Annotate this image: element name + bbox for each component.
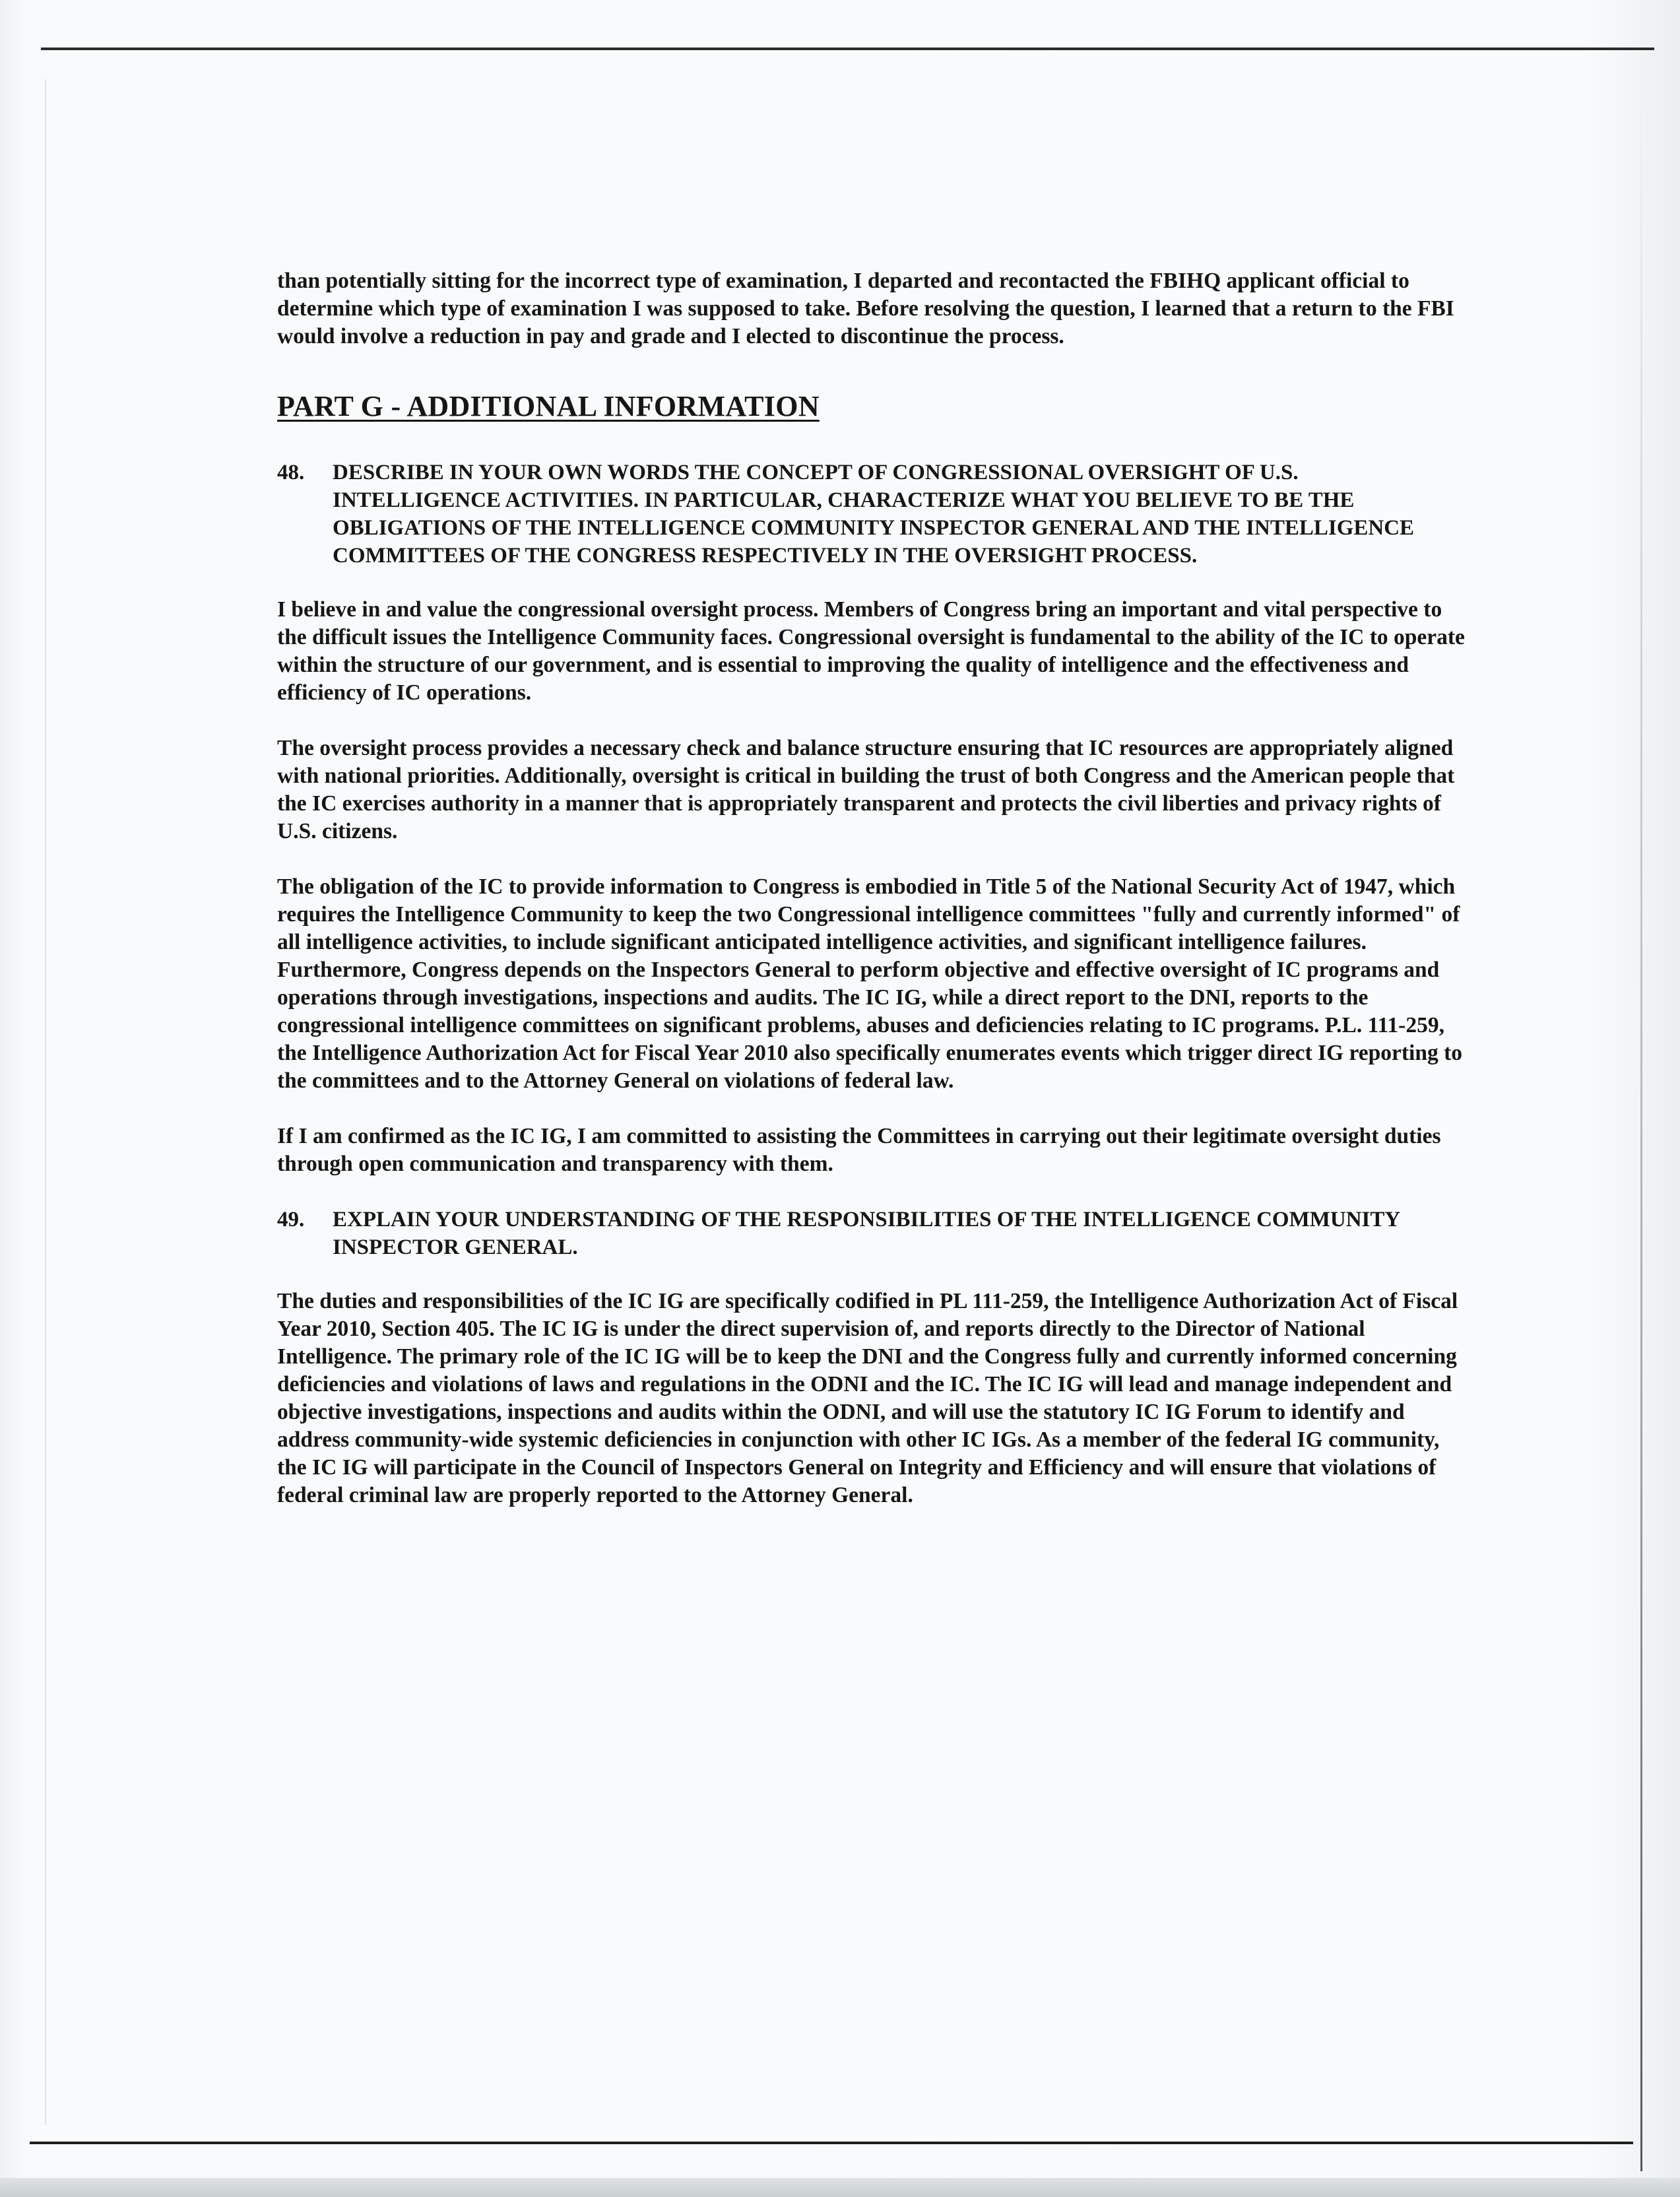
answer-paragraph: The obligation of the IC to provide information to Congress is embodied in Title 5 of the National Security Act of 1947, which requires the Intelligence Community to keep the two Congressional intelligence committees "fully and currently informed" of all intelligence activities, to include significant anticipated intelligence activities, and significant intelligence failures. Furthermore, Congress depends on the Inspectors General to perform objective and effective oversight of IC programs and operations through investigations, inspections and audits. The IC IG, while a direct report to the DNI, reports to the congressional intelligence committees on significant problems, abuses and deficiencies relating to IC programs. P.L. 111-259, the Intelligence Authorization Act for Fiscal Year 2010 also specifically enumerates events which trigger direct IG reporting to the committees and to the Attorney General on violations of federal law.: [277, 874, 1462, 1093]
bottom-rule: [30, 2142, 1633, 2144]
section-heading: PART G - ADDITIONAL INFORMATION: [277, 390, 820, 422]
answer-paragraph: The oversight process provides a necessary check and balance structure ensuring that IC resources are appropriately aligned with national priorities. Additionally, oversight is critical in building the trust of both Congress and the American people that the IC exercises authority in a manner that is appropriately transparent and protects the civil liberties and privacy rights of U.S. citizens.: [277, 736, 1455, 843]
question-49: [277, 1206, 1471, 1261]
answer-paragraph: I believe in and value the congressional oversight process. Members of Congress bring an important and vital perspective to the difficult issues the Intelligence Community faces. Congressional oversight is fundamental to the ability of the IC to operate within the structure of our government, and is essential to improving the quality of intelligence and the effectiveness and efficiency of IC operations.: [277, 597, 1465, 705]
top-rule: [41, 48, 1654, 50]
question-number: 48.: [277, 461, 305, 484]
answer-paragraph: The duties and responsibilities of the IC IG are specifically codified in PL 111-259, the Intelligence Authorization Act of Fiscal Year 2010, Section 405. The IC IG is under the direct supervision of, and reports directly to the Director of National Intelligence. The primary role of the IC IG will be to keep the DNI and the Congress fully and currently informed concerning deficiencies and violations of laws and regulations in the ODNI and the IC. The IC IG will lead and manage independent and objective investigations, inspections and audits within the ODNI, and will use the statutory IC IG Forum to identify and address community-wide systemic deficiencies in conjunction with other IC IGs. As a member of the federal IG community, the IC IG will participate in the Council of Inspectors General on Integrity and Efficiency and will ensure that violations of federal criminal law are properly reported to the Attorney General.: [277, 1289, 1458, 1507]
question-48: [277, 459, 1471, 570]
answer-paragraph: If I am confirmed as the IC IG, I am committed to assisting the Committees in carrying out their legitimate oversight duties through open communication and transparency with them.: [277, 1124, 1441, 1176]
question-text: DESCRIBE IN YOUR OWN WORDS THE CONCEPT OF CONGRESSIONAL OVERSIGHT OF U.S. INTELLIGENCE ACTIVITIES. IN PARTICULAR, CHARACTERIZE WHAT YOU BELIEVE TO BE THE OBLIGATIONS OF THE INTELLIGENCE COMMUNITY INSPECTOR GENERAL AND THE INTELLIGENCE COMMITTEES OF THE CONGRESS RESPECTIVELY IN THE OVERSIGHT PROCESS.: [333, 461, 1415, 568]
intro-paragraph: than potentially sitting for the incorrect type of examination, I departed and recontacted the FBIHQ applicant official to determine which type of examination I was supposed to take. Before resolving the question, I learned that a return to the FBI would involve a reduction in pay and grade and I elected to discontinue the process.: [277, 269, 1454, 348]
document-body: [277, 267, 1471, 1537]
question-text: EXPLAIN YOUR UNDERSTANDING OF THE RESPONSIBILITIES OF THE INTELLIGENCE COMMUNITY INSPECTOR GENERAL.: [333, 1208, 1400, 1259]
question-number: 49.: [277, 1208, 305, 1231]
scan-bottom-band: [0, 2178, 1680, 2197]
scan-edge-left: [45, 79, 46, 2125]
scan-edge-right: [1640, 79, 1642, 2171]
